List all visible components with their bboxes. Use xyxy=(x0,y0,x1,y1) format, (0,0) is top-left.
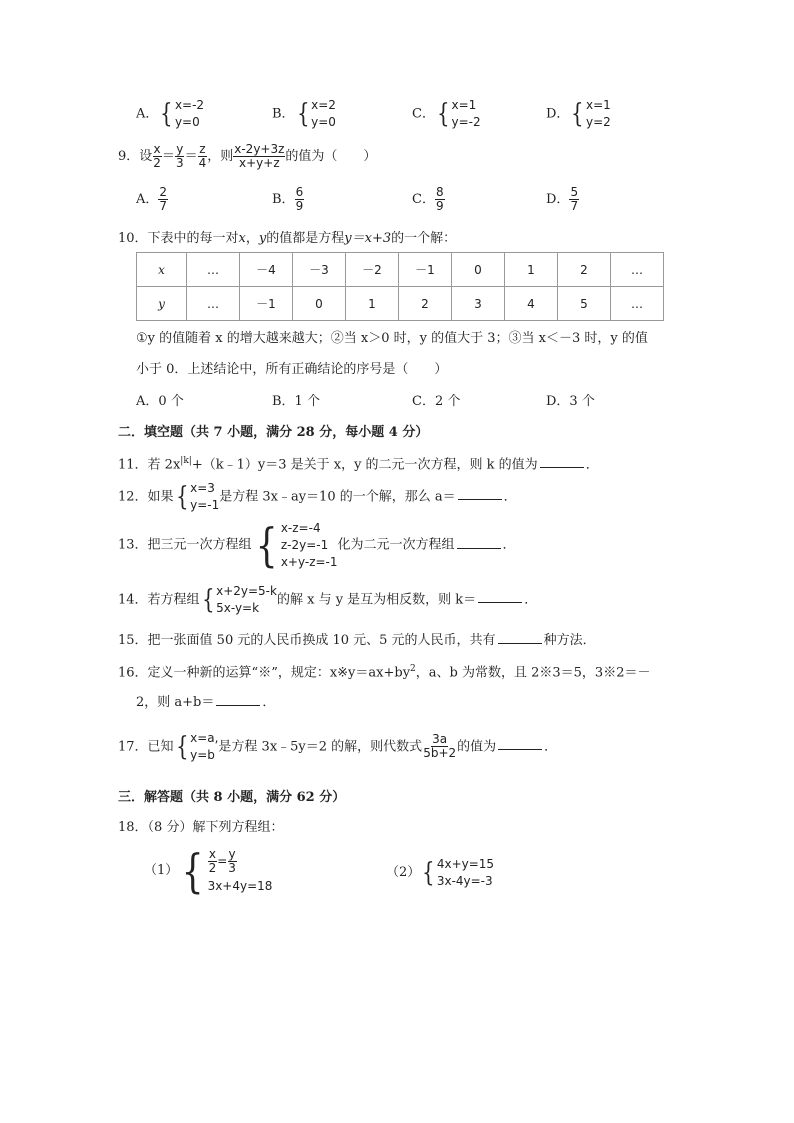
q10-stem: 10．下表中的每一对x，y的值都是方程y＝x+3的一个解： xyxy=(118,231,457,246)
option-label: B． xyxy=(272,106,295,122)
q10-conclusions-line2: 小于 0．上述结论中，所有正确结论的序号是（ ） xyxy=(136,362,448,377)
section-heading-fill-blank: 二．填空题（共 7 小题，满分 28 分，每小题 4 分） xyxy=(118,425,429,440)
q8-option-d: D． { x=1 y=2 xyxy=(546,98,611,129)
q9-prefix: 9．设 xyxy=(118,149,153,165)
q13: 13．把三元一次方程组 { x-z=-4 z-2y=-1 x+y-z=-1 化为二元一次方程组 ． xyxy=(118,518,516,573)
table-cell: －3 xyxy=(293,253,346,287)
q9-option-a: A． $\frac{2}{7}$ xyxy=(136,185,168,214)
eq-row: x=-2 xyxy=(174,98,205,112)
table-cell: … xyxy=(187,253,240,287)
table-cell: 4 xyxy=(505,287,558,321)
q18-stem: 18．（8 分）解下列方程组： xyxy=(118,820,284,835)
q9-option-d: D． $\frac{5}{7}$ xyxy=(546,185,579,214)
eq-row: y=2 xyxy=(585,114,611,129)
q11: 11．若 $2x^{|k|}+(k﹣1)y=3$ 是关于 x，y 的二元一次方程，则 k 的值为 ． xyxy=(118,456,599,473)
eq-row: y=0 xyxy=(311,114,336,129)
table-cell: … xyxy=(611,253,664,287)
table-cell: 5 xyxy=(558,287,611,321)
q10-option-c: C．2 个 xyxy=(412,394,461,409)
table-row xyxy=(137,253,664,287)
option-label: D． xyxy=(546,106,570,122)
q12: 12．如果 { x=3 y=-1 是方程 3x﹣ay＝10 的一个解，那么 a＝ ． xyxy=(118,481,517,512)
answer-blank[interactable] xyxy=(478,592,522,603)
q8-option-a: A． { x=-2 y=0 xyxy=(136,98,205,129)
q17: 17．已知 { x=a, y=b 是方程 3x﹣5y＝2 的解，则代数式 $\frac{3a}{5b+2}$ 的值为 ． xyxy=(118,731,558,762)
table-cell: 1 xyxy=(346,287,399,321)
eq-row: x=1 xyxy=(451,98,477,112)
values-table xyxy=(136,252,664,321)
table-header-cell: x xyxy=(137,253,187,287)
eq-row: x=1 xyxy=(585,98,611,112)
eq-row: y=0 xyxy=(174,114,200,129)
q18-part1: （1） { $\frac{x}{2}$ = $\frac{y}{3}$ 3x+4y=18 xyxy=(144,844,273,898)
table-header-cell: y xyxy=(137,287,187,321)
table-cell: －4 xyxy=(240,253,293,287)
q9-option-c: C． $\frac{8}{9}$ xyxy=(412,185,444,214)
option-label: A． xyxy=(136,106,159,122)
equals: ＝ xyxy=(161,149,175,165)
table-cell: 0 xyxy=(452,253,505,287)
table-cell: 2 xyxy=(399,287,452,321)
q9-stem xyxy=(118,143,376,170)
answer-blank[interactable] xyxy=(540,457,584,468)
q16-line2: 2，则 a+b＝ ． xyxy=(136,695,276,710)
section-heading-solve: 三．解答题（共 8 小题，满分 62 分） xyxy=(118,790,346,805)
q9-option-b: B． $\frac{6}{9}$ xyxy=(272,185,304,214)
q14: 14．若方程组 { x+2y=5-k 5x-y=k 的解 x 与 y 是互为相反数，则 k＝ ． xyxy=(118,584,538,615)
fraction: $\frac{x-2y+3z}{x+y+z}$ xyxy=(234,142,285,171)
q10-option-b: B．1 个 xyxy=(272,394,320,409)
answer-blank[interactable] xyxy=(457,538,501,549)
q9-mid: ，则 xyxy=(207,149,234,165)
fraction: $\frac{x}{2}$ xyxy=(153,142,161,171)
equals: ＝ xyxy=(184,149,198,165)
answer-blank[interactable] xyxy=(216,695,260,706)
table-cell: 2 xyxy=(558,253,611,287)
table-cell: … xyxy=(187,287,240,321)
eq-row: x=2 xyxy=(311,98,336,112)
eq-row: y=-2 xyxy=(451,114,481,129)
option-label: C． xyxy=(412,106,435,122)
q8-option-b: B． { x=2 y=0 xyxy=(272,98,336,129)
fraction: $\frac{y}{3}$ xyxy=(175,142,184,171)
table-cell: －1 xyxy=(240,287,293,321)
answer-blank[interactable] xyxy=(458,489,502,500)
table-cell: －2 xyxy=(346,253,399,287)
table-cell: 0 xyxy=(293,287,346,321)
table-cell: … xyxy=(611,287,664,321)
table-cell: －1 xyxy=(399,253,452,287)
answer-blank[interactable] xyxy=(498,633,542,644)
q8-option-c: C． { x=1 y=-2 xyxy=(412,98,481,129)
table-cell: 1 xyxy=(505,253,558,287)
q10-option-a: A．0 个 xyxy=(136,394,184,409)
q10-conclusions-line1: ①y 的值随着 x 的增大越来越大；②当 x＞0 时，y 的值大于 3；③当 x＜－3 时，y 的值 xyxy=(136,331,648,346)
q16-line1: 16．定义一种新的运算“※”，规定：$x※y=ax+by^2$，a、b 为常数，且 2※3＝5，3※2＝－ xyxy=(118,664,651,681)
fraction: $\frac{z}{4}$ xyxy=(198,142,207,171)
q9-suffix: 的值为（ ） xyxy=(285,149,377,165)
q15: 15．把一张面值 50 元的人民币换成 10 元、5 元的人民币，共有 种方法． xyxy=(118,633,596,648)
q18-part2: （2） { 4x+y=15 3x-4y=-3 xyxy=(386,857,495,888)
answer-blank[interactable] xyxy=(498,739,542,750)
q10-option-d: D．3 个 xyxy=(546,394,595,409)
table-row xyxy=(137,287,664,321)
table-cell: 3 xyxy=(452,287,505,321)
